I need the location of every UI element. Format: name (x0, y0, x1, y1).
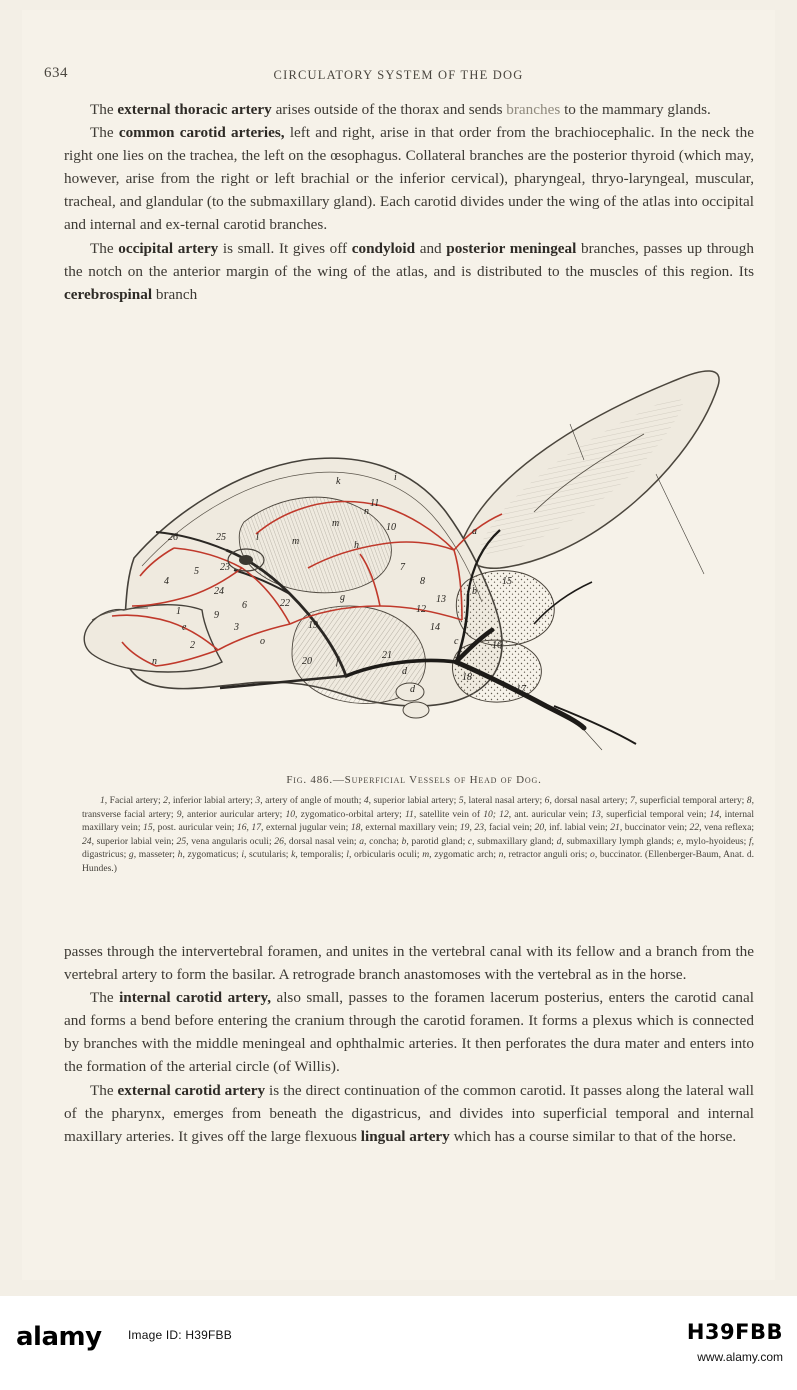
paper-sheet (22, 10, 775, 1280)
footer-image-caption: Image ID: H39FBB (128, 1328, 232, 1342)
figure-label-14: 14 (430, 622, 440, 633)
paragraph-occipital-artery: The occipital artery is small. It gives off condyloid and posterior meningeal branches, passes up through the notch on the anterior margin of the wing of the atlas, and is distributed to the muscles of this region. Its cerebrospinal branch (64, 239, 754, 303)
figure-label-l: l (256, 532, 259, 543)
figure-label-15: 15 (502, 576, 512, 587)
body-text-top (64, 98, 754, 306)
figure-label-18: 18 (462, 672, 472, 683)
running-head: CIRCULATORY SYSTEM OF THE DOG (273, 68, 524, 82)
figure-label-16: 16 (492, 640, 502, 651)
figure-label-11: 11 (370, 498, 380, 509)
figure-label-22: 22 (280, 598, 290, 609)
figure-label-21: 21 (382, 650, 392, 661)
paragraph-external-carotid: The external carotid artery is the direct continuation of the common carotid. It passes along the lateral wall of the pharynx, emerges from beneath the digastricus, and divides into superficial temporal and internal maxillary arteries. It gives off the large flexuous lingual artery which has a course similar to that of the horse. (64, 1081, 754, 1145)
figure-label-12: 12 (416, 604, 426, 615)
figure-legend: 1, Facial artery; 2, inferior labial artery; 3, artery of angle of mouth; 4, superior labial artery; 5, lateral nasal artery; 6, dorsal nasal artery; 7, superficial temporal artery; 8, transverse facial artery; 9, anterior auricular artery; 10, zygomatico-orbital artery; 11, satellite vein of 10; 12, ant. auricular vein; 13, superficial temporal vein; 14, internal maxillary vein; 15, post. auricular vein; 16, 17, external jugular vein; 18, external maxillary vein; 19, 23, facial vein; 20, inf. labial vein; 21, buccinator vein; 22, vena reflexa; 24, superior labial vein; 25, vena angularis oculi; 26, dorsal nasal vein; a, concha; b, parotid gland; c, submaxillary gland; d, submaxillary lymph glands; e, mylo-hyoideus; f, digastricus; g, masseter; h, zygomaticus; i, scutularis; k, temporalis; l, orbicularis oculi; m, zygomatic arch; n, retractor anguli oris; o, buccinator. (Ellenberger-Baum, Anat. d. Hundes.) (82, 795, 755, 875)
figure-label-26: 26 (168, 532, 178, 543)
figure-label-24: 24 (214, 586, 224, 597)
figure-label-9: 9 (214, 610, 219, 621)
jugular-branch-17 (554, 706, 636, 744)
figure-label-1: 1 (176, 606, 181, 617)
figure-label-2: 2 (190, 640, 195, 651)
figure-label-20: 20 (302, 656, 312, 667)
figure-label-m1: m (332, 518, 340, 529)
figure-label-5: 5 (194, 566, 199, 577)
figure-label-3: 3 (234, 622, 239, 633)
page-folio: 634 (44, 65, 68, 81)
figure-label-g: g (340, 592, 345, 603)
paragraph-cerebrospinal-cont: passes through the intervertebral foramen, and unites in the vertebral canal with its fellow and a branch from the vertebral artery to form the basilar. A retrograde branch anastomoses with the vertebral as in the horse. (64, 943, 754, 984)
figure-label-h: h (354, 540, 359, 551)
figure-label-19: 19 (308, 620, 318, 631)
figure-label-o: o (260, 636, 265, 647)
figure-label-8: 8 (420, 576, 425, 587)
figure-486 (64, 362, 764, 922)
figure-label-7: 7 (400, 562, 405, 573)
footer-inner (0, 1310, 797, 1376)
figure-label-17: 17 (516, 684, 526, 695)
figure-label-f: f (336, 656, 339, 667)
body-text-bottom (64, 940, 754, 1148)
paragraph-external-thoracic: The external thoracic artery arises outside of the thorax and sends branches to the mammary glands. (90, 101, 711, 118)
paragraph-internal-carotid: The internal carotid artery, also small, passes to the foramen lacerum posterius, enters the carotid canal and forms a bend before entering the cranium through the carotid foramen. It forms a plexus which is connected by branches with the middle meningeal and ophthalmic arteries. It then perforates the dura mater and enters into the formation of the arterial circle (of Willis). (64, 989, 754, 1076)
paragraph-common-carotid: The common carotid arteries, left and right, arise in that order from the brachiocephalic. In the neck the right one lies on the trachea, the left on the œsophagus. Collateral branches are the posterior thyroid (which may, however, arise from the right or left brachial or the inferior cervical), pharyngeal, thryo-laryngeal, muscular, tracheal, and glandular (to the submaxillary gland). Each carotid divides under the wing of the atlas into occipital and internal and ex-ternal carotid branches. (64, 124, 754, 234)
figure-label-d1: d (402, 666, 407, 677)
dog-head-vessels-illustration (64, 362, 764, 772)
figure-label-b: b (472, 586, 477, 597)
footer-image-id: H39FBB (686, 1320, 783, 1344)
footer-url: www.alamy.com (697, 1350, 783, 1364)
eye-pupil (239, 555, 253, 565)
figure-label-m2: m (292, 536, 300, 547)
submaxillary-lymph-gland-2 (403, 702, 429, 718)
alamy-logo: alamy (16, 1322, 102, 1352)
figure-label-d2: d (410, 684, 415, 695)
figure-caption: Fig. 486.—Superficial Vessels of Head of Dog. (286, 774, 542, 786)
figure-label-n1: n (364, 506, 369, 517)
figure-label-10: 10 (386, 522, 396, 533)
figure-label-25: 25 (216, 532, 226, 543)
figure-label-k: k (336, 476, 341, 487)
figure-label-i: i (394, 472, 397, 483)
figure-label-c: c (454, 636, 459, 647)
stock-photo-footer (0, 1296, 797, 1390)
figure-label-6: 6 (242, 600, 247, 611)
figure-label-4: 4 (164, 576, 169, 587)
figure-label-13: 13 (436, 594, 446, 605)
figure-label-e: e (182, 622, 187, 633)
figure-label-23: 23 (220, 562, 230, 573)
figure-label-n2: n (152, 656, 157, 667)
figure-label-a: a (472, 526, 477, 537)
